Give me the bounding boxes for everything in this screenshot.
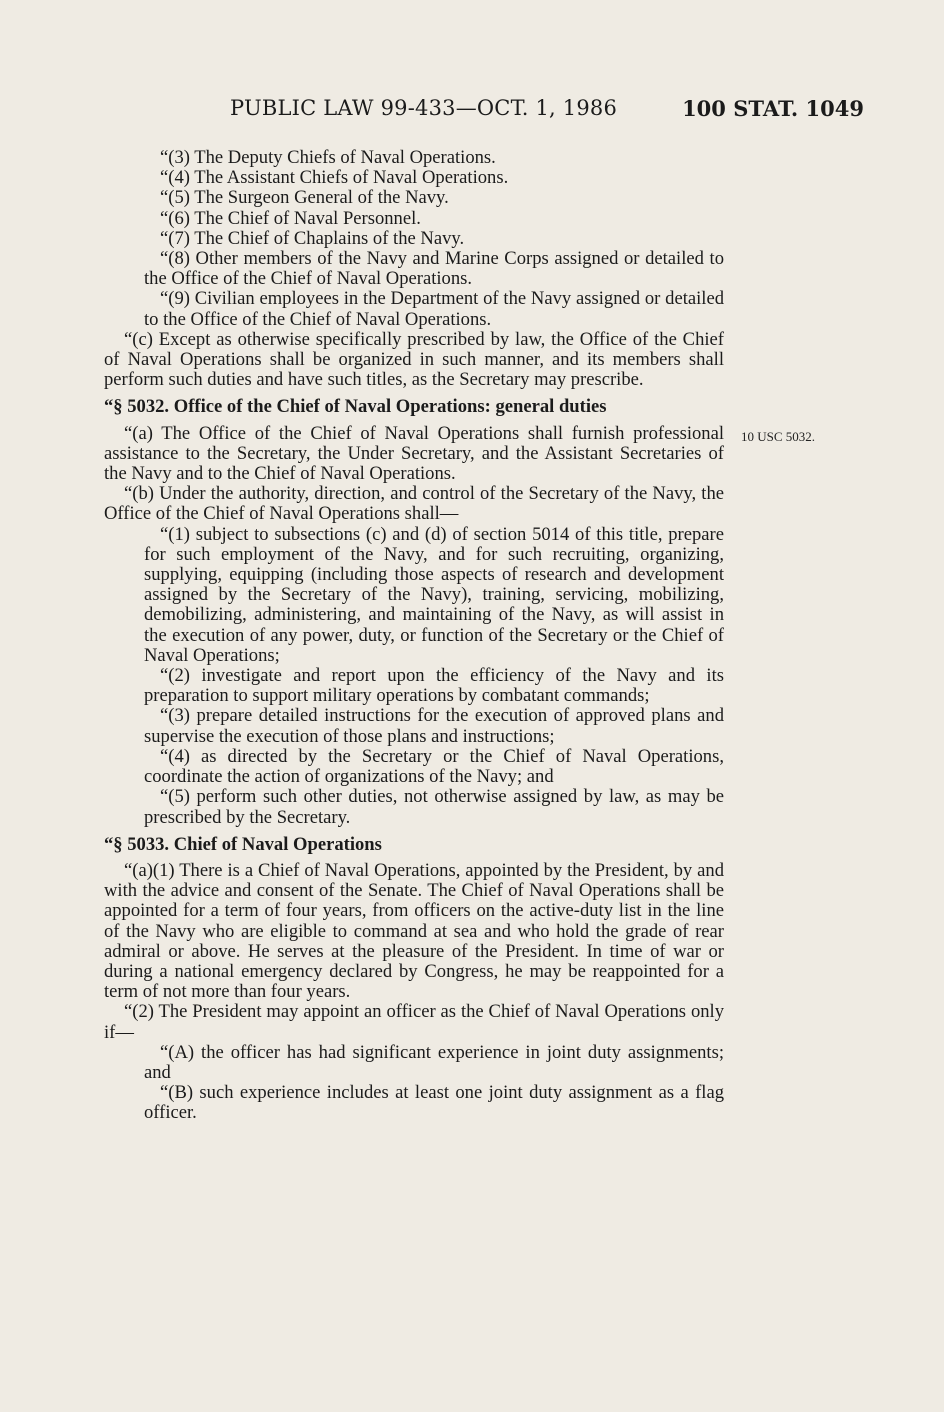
list-item: “(7) The Chief of Chaplains of the Navy.	[160, 227, 465, 249]
margin-note-usc-5032: 10 USC 5032.	[741, 429, 816, 444]
list-item: “(3) prepare detailed instructions for the execution of approved plans and supervise the execution of those plans and instructions;	[144, 705, 724, 747]
list-item: “(5) perform such other duties, not otherwise assigned by law, as may be prescribed by the Secretary.	[144, 786, 724, 828]
list-item: “(3) The Deputy Chiefs of Naval Operations.	[160, 147, 496, 168]
list-item: “(B) such experience includes at least one joint duty assignment as a flag officer.	[144, 1082, 724, 1124]
list-item: “(8) Other members of the Navy and Marine Corps assigned or detailed to the Office of the Chief of Naval Operations.	[144, 248, 724, 290]
paragraph: “(2) The President may appoint an officer as the Chief of Naval Operations only if—	[104, 1001, 724, 1043]
page-header	[104, 96, 864, 126]
list-item: “(2) investigate and report upon the efficiency of the Navy and its preparation to support military operations by combatant commands;	[144, 665, 724, 707]
list-item: “(1) subject to subsections (c) and (d) of section 5014 of this title, prepare for such employment of the Navy, and for such recruiting, organizing, supplying, equipping (including those aspects of research and development assigned by the Secretary of the Navy), training, servicing, mobilizing, demobilizing, administering, and maintaining of the Navy, as will assist in the execution of any power, duty, or function of the Secretary or the Chief of Naval Operations;	[144, 523, 724, 666]
paragraph: “(b) Under the authority, direction, and control of the Secretary of the Navy, the Office of the Chief of Naval Operations shall—	[104, 483, 724, 525]
section-heading-5033: “§ 5033. Chief of Naval Operations	[104, 833, 382, 855]
paragraph: “(a) The Office of the Chief of Naval Operations shall furnish professional assistance to the Secretary, the Under Secretary, and the Assistant Secretaries of the Navy and to the Chief of Naval Operations.	[104, 422, 724, 485]
list-item: “(6) The Chief of Naval Personnel.	[160, 207, 421, 229]
list-item: “(A) the officer has had significant experience in joint duty assignments; and	[144, 1041, 724, 1083]
page-header-stat: 100 STAT. 1049	[682, 96, 864, 121]
section-heading-5032: “§ 5032. Office of the Chief of Naval Operations: general duties	[104, 396, 607, 418]
paragraph: “(a)(1) There is a Chief of Naval Operations, appointed by the President, by and with the advice and consent of the Senate. The Chief of Naval Operations shall be appointed for a term of four years, from officers on the active-duty list in the line of the Navy who are eligible to command at sea and who hold the grade of rear admiral or above. He serves at the pleasure of the President. In time of war or during a national emergency declared by Congress, he may be reappointed for a term of not more than four years.	[104, 859, 724, 1003]
paragraph: “(c) Except as otherwise specifically prescribed by law, the Office of the Chief of Naval Operations shall be organized in such manner, and its members shall perform such duties and have such titles, as the Secretary may prescribe.	[104, 328, 724, 391]
page-header-title: PUBLIC LAW 99-433—OCT. 1, 1986	[230, 96, 618, 120]
list-item: “(5) The Surgeon General of the Navy.	[160, 187, 449, 209]
document-body	[104, 148, 724, 1124]
list-item: “(4) The Assistant Chiefs of Naval Operations.	[160, 167, 509, 189]
list-item: “(9) Civilian employees in the Department of the Navy assigned or detailed to the Office of the Chief of Naval Operations.	[144, 288, 724, 330]
list-item: “(4) as directed by the Secretary or the Chief of Naval Operations, coordinate the action of organizations of the Navy; and	[144, 745, 724, 788]
